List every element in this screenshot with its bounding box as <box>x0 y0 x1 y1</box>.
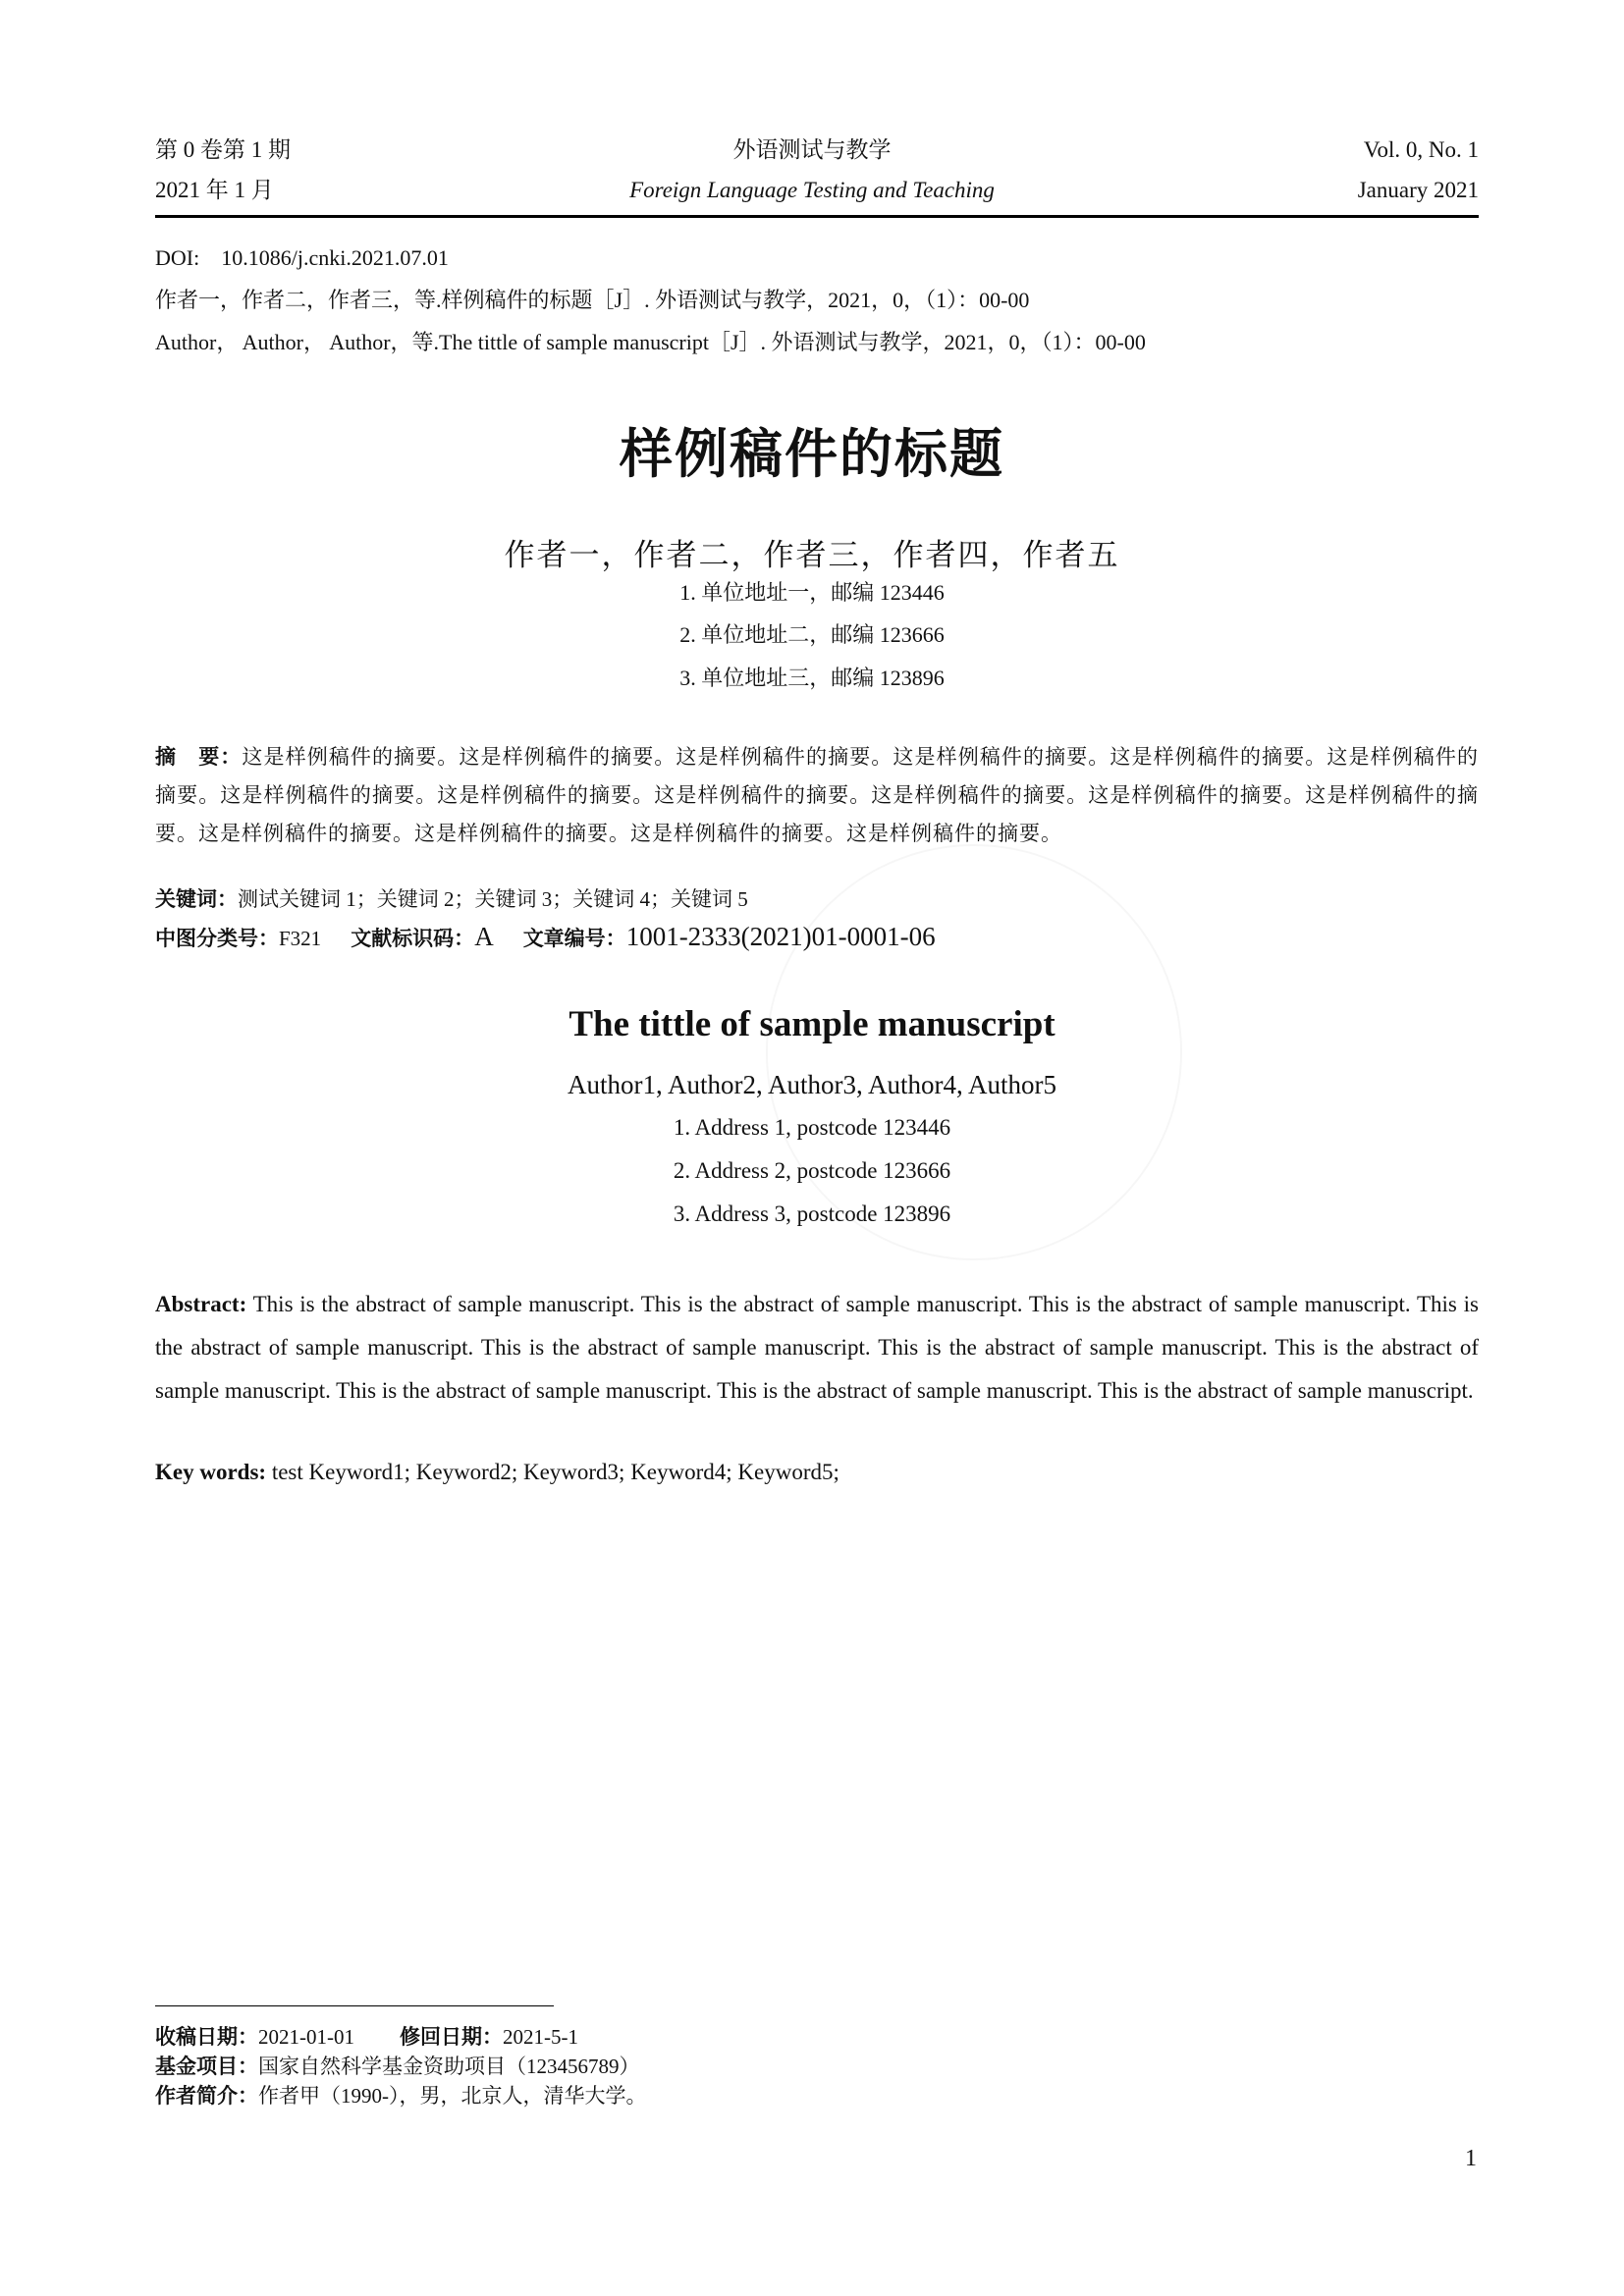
abstract-en-text: This is the abstract of sample manuscript. This is the abstract of sample manuscript. This is the abstract of sample manuscript. This is the abstract of sample manuscript. This is the abstract of sample manuscript. This is the abstract of sample manuscript. This is the abstract of sample manuscript. This is the abstract of sample manuscript. This is the abstract of sample manuscript. This is the abstract of sample manuscript. <box>155 1292 1479 1403</box>
keywords-en <box>155 1458 839 1487</box>
doi-line <box>155 243 449 273</box>
article-number-label: 文章编号： <box>522 927 626 950</box>
keywords-en-text: test Keyword1; Keyword2; Keyword3; Keyword4; Keyword5; <box>271 1460 839 1484</box>
keywords-cn-text: 测试关键词 1；关键词 2；关键词 3；关键词 4；关键词 5 <box>238 887 748 911</box>
abstract-en <box>155 1283 1479 1413</box>
keywords-en-label: Key words: <box>155 1460 267 1484</box>
revised-date <box>400 2023 578 2051</box>
abstract-en-label: Abstract: <box>155 1292 247 1316</box>
doc-code <box>351 921 494 954</box>
abstract-cn-label: 摘 要： <box>155 745 243 769</box>
received-date <box>155 2023 354 2051</box>
revised-label: 修回日期： <box>400 2025 503 2049</box>
header-date-en: January 2021 <box>1357 178 1479 202</box>
address-en-3: 3. Address 3, postcode 123896 <box>673 1201 951 1226</box>
address-en-2: 2. Address 2, postcode 123666 <box>673 1158 951 1183</box>
received-value: 2021-01-01 <box>258 2025 354 2049</box>
address-cn-3: 3. 单位地址三，邮编 123896 <box>679 666 945 690</box>
keywords-cn <box>155 883 748 915</box>
footnote-bio <box>155 2082 647 2109</box>
fund-value: 国家自然科学基金资助项目（123456789） <box>258 2055 640 2078</box>
bio-label: 作者简介： <box>155 2084 258 2108</box>
header-volume-en: Vol. 0, No. 1 <box>1363 137 1479 162</box>
header-journal-cn: 外语测试与教学 <box>732 137 892 162</box>
footnote-fund <box>155 2053 640 2080</box>
footnote-rule <box>155 2005 554 2006</box>
classification-line <box>155 921 965 954</box>
header-rule <box>155 215 1479 218</box>
article-number <box>523 921 936 954</box>
bio-value: 作者甲（1990-），男，北京人，清华大学。 <box>258 2084 647 2108</box>
title-cn: 样例稿件的标题 <box>620 423 1004 485</box>
doi-label: DOI: <box>155 245 200 270</box>
fund-label: 基金项目： <box>155 2055 258 2078</box>
header-journal-en: Foreign Language Testing and Teaching <box>629 178 995 202</box>
keywords-cn-label: 关键词： <box>155 887 238 911</box>
doc-code-value: A <box>474 922 494 951</box>
authors-cn: 作者一，作者二，作者三，作者四，作者五 <box>504 538 1120 572</box>
header-volume-cn: 第 0 卷第 1 期 <box>155 137 291 162</box>
class-number-value: F321 <box>279 927 322 950</box>
received-label: 收稿日期： <box>155 2025 258 2049</box>
class-number-label: 中图分类号： <box>155 927 279 950</box>
page-number: 1 <box>1465 2146 1477 2171</box>
abstract-cn-text: 这是样例稿件的摘要。这是样例稿件的摘要。这是样例稿件的摘要。这是样例稿件的摘要。这是样例稿件的摘要。这是样例稿件的摘要。这是样例稿件的摘要。这是样例稿件的摘要。这是样例稿件的摘要。这是样例稿件的摘要。这是样例稿件的摘要。这是样例稿件的摘要。这是样例稿件的摘要。这是样例稿件的摘要。这是样例稿件的摘要。这是样例稿件的摘要。 <box>155 745 1480 845</box>
address-cn-2: 2. 单位地址二，邮编 123666 <box>679 622 945 647</box>
article-number-value: 1001-2333(2021)01-0001-06 <box>625 922 936 951</box>
class-number <box>155 923 321 954</box>
revised-value: 2021-5-1 <box>503 2025 578 2049</box>
citation-cn: 作者一，作者二，作者三，等.样例稿件的标题［J］. 外语测试与教学，2021，0，（1）：00-00 <box>155 288 1030 312</box>
footnote-dates <box>155 2023 623 2051</box>
authors-en: Author1, Author2, Author3, Author4, Author5 <box>568 1070 1056 1099</box>
abstract-cn <box>155 738 1479 853</box>
title-en: The tittle of sample manuscript <box>568 1004 1056 1044</box>
address-en-1: 1. Address 1, postcode 123446 <box>673 1115 951 1140</box>
doi-value[interactable]: 10.1086/j.cnki.2021.07.01 <box>221 245 449 270</box>
doc-code-label: 文献标识码： <box>351 927 475 950</box>
citation-en: Author， Author， Author，等.The tittle of sample manuscript［J］. 外语测试与教学，2021，0，（1）：00-00 <box>155 330 1146 354</box>
address-cn-1: 1. 单位地址一，邮编 123446 <box>679 580 945 605</box>
header-date-cn: 2021 年 1 月 <box>155 178 274 202</box>
